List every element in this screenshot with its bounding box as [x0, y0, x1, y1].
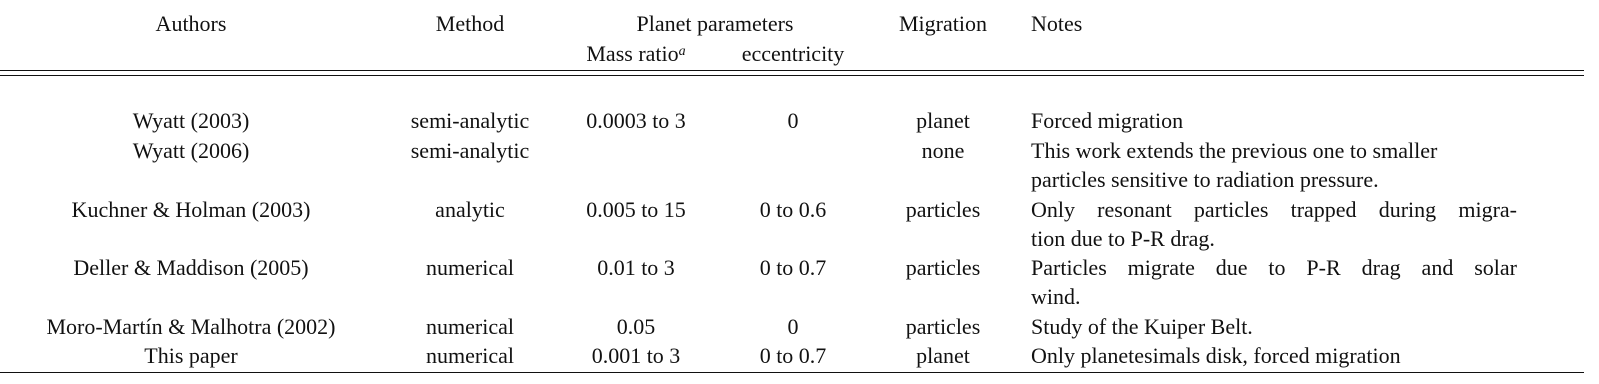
cell-eccentricity: 0 to 0.6 — [759, 197, 827, 222]
cell-migration: none — [921, 138, 965, 163]
cell-migration: particles — [905, 255, 981, 280]
cell-mass-ratio: 0.005 to 15 — [586, 197, 686, 222]
cell-notes-line: Forced migration — [1031, 108, 1184, 133]
header-notes: Notes — [1031, 11, 1083, 36]
cell-migration: planet — [916, 343, 970, 368]
header-rule-top — [0, 70, 1584, 71]
cell-method: numerical — [426, 343, 514, 368]
cell-method: analytic — [435, 197, 505, 222]
cell-migration: particles — [905, 197, 981, 222]
cell-eccentricity: 0 — [787, 314, 799, 339]
header-mass-ratio — [586, 40, 685, 68]
header-planet-parameters: Planet parameters — [636, 11, 794, 36]
cell-author: Wyatt (2006) — [132, 138, 250, 163]
cell-mass-ratio: 0.001 to 3 — [591, 343, 681, 368]
cell-eccentricity: 0 — [787, 108, 799, 133]
cell-author: Kuchner & Holman (2003) — [71, 197, 311, 222]
cell-method: numerical — [426, 314, 514, 339]
cell-notes-line: Only resonant particles trapped during migra- — [1031, 197, 1517, 222]
cell-notes-line: tion due to P-R drag. — [1031, 226, 1215, 251]
cell-author: Deller & Maddison (2005) — [73, 255, 309, 280]
mass-ratio-label: Mass ratio — [586, 41, 679, 66]
cell-notes-line: Only planetesimals disk, forced migration — [1031, 343, 1401, 368]
cell-author: This paper — [144, 343, 238, 368]
cell-mass-ratio: 0.01 to 3 — [597, 255, 675, 280]
header-authors: Authors — [155, 11, 227, 36]
cell-notes-line: This work extends the previous one to smaller — [1031, 138, 1438, 163]
cell-mass-ratio: 0.0003 to 3 — [586, 108, 686, 133]
cell-author: Wyatt (2003) — [132, 108, 250, 133]
header-rule-bottom — [0, 75, 1584, 76]
header-eccentricity: eccentricity — [741, 41, 845, 66]
cell-method: semi-analytic — [410, 108, 530, 133]
cell-eccentricity: 0 to 0.7 — [759, 343, 827, 368]
cell-notes-line: wind. — [1031, 284, 1081, 309]
cell-migration: particles — [905, 314, 981, 339]
header-migration: Migration — [899, 11, 987, 36]
cell-migration: planet — [916, 108, 970, 133]
table-bottom-rule — [0, 372, 1584, 373]
cell-notes-line: particles sensitive to radiation pressure. — [1031, 167, 1379, 192]
cell-method: semi-analytic — [410, 138, 530, 163]
cell-eccentricity: 0 to 0.7 — [759, 255, 827, 280]
cell-method: numerical — [426, 255, 514, 280]
cell-mass-ratio: 0.05 — [616, 314, 656, 339]
cell-notes-line: Particles migrate due to P-R drag and solar — [1031, 255, 1517, 280]
mass-ratio-footnote-mark: a — [678, 44, 686, 59]
cell-notes-line: Study of the Kuiper Belt. — [1031, 314, 1253, 339]
header-method: Method — [435, 11, 505, 36]
cell-author: Moro-Martín & Malhotra (2002) — [46, 314, 336, 339]
